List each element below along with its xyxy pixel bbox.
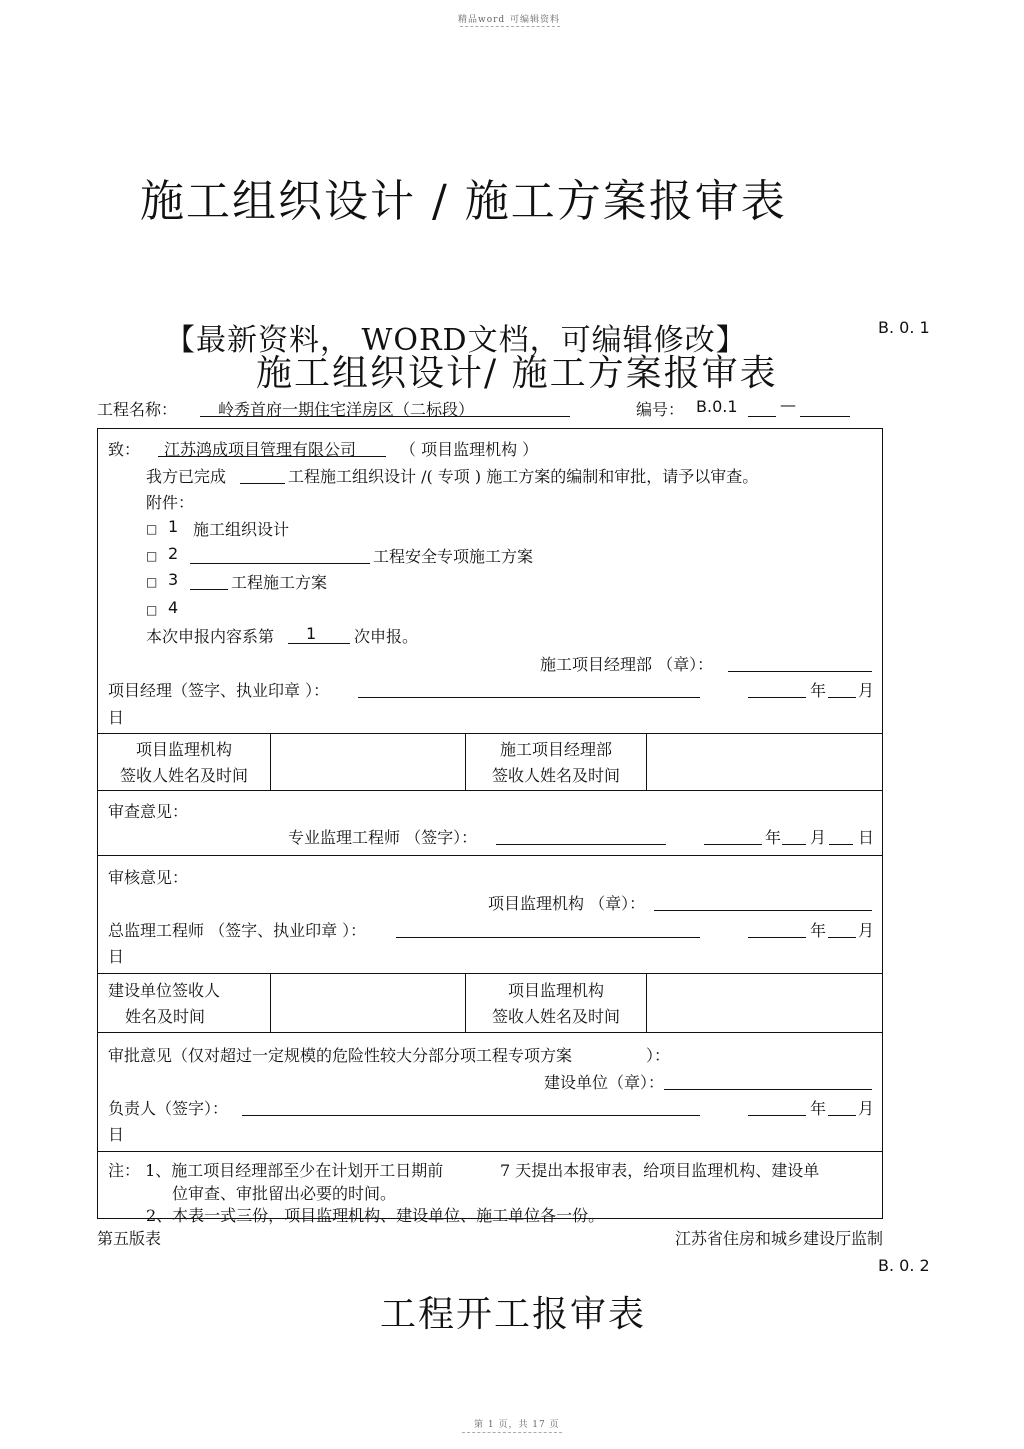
header-left: 精品word	[458, 15, 506, 25]
issuer-label: 江苏省住房和城乡建设厅监制	[675, 1229, 884, 1248]
responsible-person-signature-line[interactable]	[242, 1115, 700, 1116]
attachment-3-number: 3	[168, 570, 179, 589]
to-value: 江苏鸿成项目管理有限公司	[164, 440, 357, 459]
month-label: 月	[858, 681, 875, 700]
attachment-2-checkbox[interactable]: □	[146, 549, 158, 563]
edition-label: 第五版表	[97, 1229, 162, 1248]
review-month-label: 月	[810, 828, 827, 847]
number-value: B.0.1	[696, 397, 738, 416]
note-1-text-c: 位审查、审批留出必要的时间。	[172, 1184, 397, 1203]
approval-day-label: 日	[108, 1125, 125, 1144]
project-name-label: 工程名称：	[97, 400, 178, 419]
number-label: 编号：	[636, 400, 685, 419]
attachment-3-text: 工程施工方案	[231, 573, 328, 592]
times-value: 1	[306, 624, 317, 643]
engineer-label: 专业监理工程师 （签字）：	[288, 828, 478, 847]
review-label: 审查意见：	[108, 802, 189, 821]
document-title: 施工组织设计 / 施工方案报审表	[140, 176, 787, 227]
attachment-1-text: 施工组织设计	[193, 520, 290, 539]
note-2-text: 2、本表一式三份，项目监理机构、建设单位、施工单位各一份。	[146, 1206, 605, 1225]
supervision-org-seal-line[interactable]	[654, 910, 872, 911]
approval-month-line[interactable]	[828, 1115, 856, 1116]
audit-year-line[interactable]	[748, 937, 806, 938]
header-divider	[460, 26, 560, 27]
review-section	[98, 791, 883, 856]
review-month-line[interactable]	[782, 844, 806, 845]
receipt-right-value-cell[interactable]	[647, 734, 883, 791]
to-underline	[158, 456, 386, 457]
footer-divider	[462, 1432, 562, 1433]
attachment-3-checkbox[interactable]: □	[146, 575, 158, 589]
owner-receipt-label-cell	[98, 974, 271, 1033]
chief-engineer-label: 总监理工程师 （签字、执业印章 ）：	[108, 921, 367, 940]
project-name-underline	[200, 416, 570, 417]
owner-receipt-value-cell[interactable]	[271, 974, 466, 1033]
note-1-text-a: 注： 1、施工项目经理部至少在计划开工日期前	[108, 1161, 444, 1180]
next-form-title: 工程开工报审表	[380, 1294, 647, 1335]
approval-label-end: ）：	[646, 1046, 671, 1065]
supervision-receipt-value-cell[interactable]	[647, 974, 883, 1033]
to-label: 致：	[108, 440, 141, 459]
construction-dept-seal-line	[728, 671, 872, 672]
chief-engineer-signature-line[interactable]	[396, 937, 700, 938]
approval-year-line[interactable]	[748, 1115, 806, 1116]
receipt-right-line2: 签收人姓名及时间	[491, 766, 620, 785]
audit-section	[98, 856, 883, 974]
receipt-left-line1: 项目监理机构	[135, 740, 232, 759]
project-manager-label: 项目经理（签字、执业印章 ）：	[108, 681, 330, 700]
year-label: 年	[810, 681, 827, 700]
owner-receipt-line1: 建设单位签收人	[108, 981, 221, 1000]
submission-section	[98, 429, 883, 734]
watermark-banner: 【最新资料， WORD文档，可编辑修改】	[165, 323, 747, 358]
approval-label: 审批意见（仅对超过一定规模的危险性较大分部分项工程专项方案	[108, 1046, 573, 1065]
review-year-line[interactable]	[704, 844, 762, 845]
next-form-code: B. 0. 2	[878, 1256, 930, 1275]
audit-year-label: 年	[810, 921, 827, 940]
attachment-4-checkbox[interactable]: □	[146, 603, 158, 617]
responsible-person-label: 负责人（签字）：	[108, 1099, 229, 1118]
engineer-signature-line[interactable]	[496, 844, 666, 845]
project-manager-signature-line[interactable]	[358, 697, 700, 698]
review-year-label: 年	[765, 828, 782, 847]
audit-month-line[interactable]	[828, 937, 856, 938]
header-right: 可编辑资料	[510, 15, 561, 25]
owner-receipt-line2: 姓名及时间	[125, 1007, 206, 1026]
form-code: B. 0. 1	[878, 318, 930, 337]
supervision-receipt-line2: 签收人姓名及时间	[491, 1007, 620, 1026]
review-day-label: 日	[858, 828, 875, 847]
receipt-right-label-cell	[466, 734, 647, 791]
number-underline-1	[748, 416, 776, 417]
number-separator: —	[780, 395, 796, 414]
attachments-label: 附件：	[146, 493, 195, 512]
project-name-value: 岭秀首府一期住宅洋房区（二标段）	[218, 400, 475, 419]
times-underline	[288, 643, 350, 644]
attachment-1-checkbox[interactable]: □	[146, 522, 158, 536]
audit-label: 审核意见：	[108, 868, 189, 887]
owner-unit-label: 建设单位（章）：	[544, 1073, 665, 1092]
construction-dept-label: 施工项目经理部 （章）：	[540, 655, 714, 674]
supervision-receipt-label-cell	[466, 974, 647, 1033]
review-day-line[interactable]	[829, 844, 853, 845]
approval-section	[98, 1033, 883, 1152]
day-label: 日	[108, 708, 125, 727]
attachment-2-underline	[190, 563, 370, 564]
notes-section	[98, 1152, 883, 1225]
receipt-left-label-cell	[98, 734, 271, 791]
month-line[interactable]	[828, 697, 856, 698]
receipt-left-value-cell[interactable]	[271, 734, 466, 791]
supervision-org-label: 项目监理机构 （章）：	[488, 894, 646, 913]
attachment-2-number: 2	[168, 544, 179, 563]
form-title: 施工组织设计/ 施工方案报审表	[256, 353, 778, 394]
attachment-4-number: 4	[168, 598, 179, 617]
approval-month-label: 月	[858, 1099, 875, 1118]
approval-form-table	[97, 428, 883, 1225]
receipt-right-line1: 施工项目经理部	[499, 740, 612, 759]
owner-unit-seal-line[interactable]	[664, 1089, 872, 1090]
to-suffix: （ 项目监理机构 ）	[400, 440, 539, 459]
audit-day-label: 日	[108, 947, 125, 966]
attachment-1-number: 1	[168, 517, 179, 536]
times-text-b: 次申报。	[354, 627, 419, 646]
attachment-3-underline	[190, 589, 228, 590]
year-line[interactable]	[748, 697, 806, 698]
audit-month-label: 月	[858, 921, 875, 940]
page-number: 第 1 页，共 17 页	[474, 1420, 560, 1430]
supervision-receipt-line1: 项目监理机构	[507, 981, 604, 1000]
approval-year-label: 年	[810, 1099, 827, 1118]
receipt-left-line2: 签收人姓名及时间	[119, 766, 248, 785]
number-underline-2	[800, 416, 850, 417]
note-1-text-b: 7 天提出本报审表，给项目监理机构、建设单	[500, 1161, 820, 1180]
times-text-a: 本次申报内容系第	[146, 627, 275, 646]
attachment-2-text: 工程安全专项施工方案	[373, 547, 534, 566]
completed-text-b: 工程施工组织设计 /( 专项 ) 施工方案的编制和审批，请予以审查。	[288, 467, 759, 486]
completed-underline	[240, 483, 285, 484]
completed-text-a: 我方已完成	[146, 467, 227, 486]
